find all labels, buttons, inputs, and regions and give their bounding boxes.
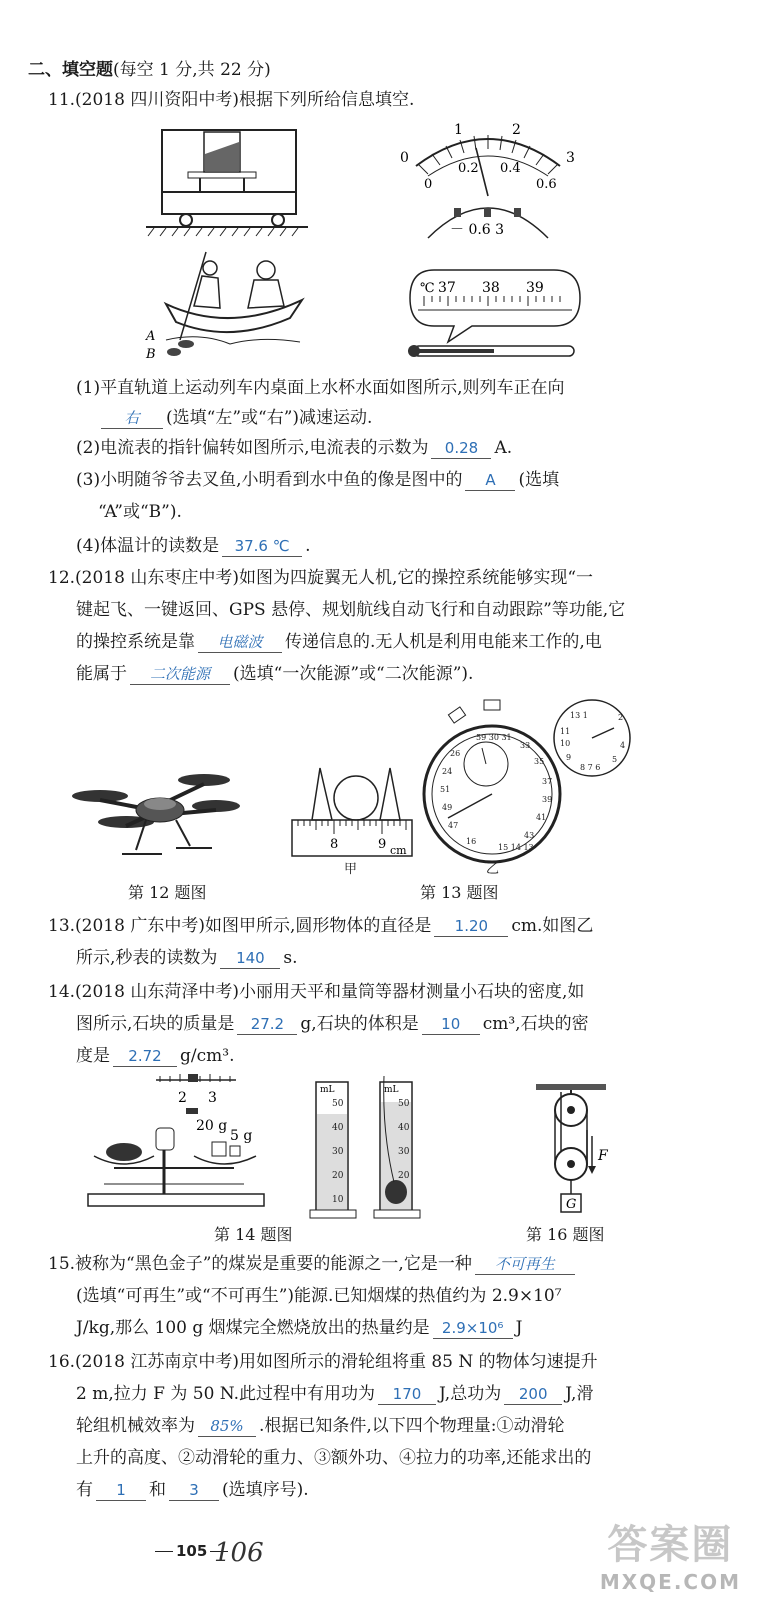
cyl1-30: 30: [332, 1147, 344, 1157]
q11-lead: 11.(2018 四川资阳中考)根据下列所给信息填空.: [48, 90, 415, 110]
cyl2-40: 40: [398, 1123, 410, 1133]
q15-l1a: 15.被称为“黑色金子”的煤炭是重要的能源之一,它是一种: [48, 1254, 472, 1274]
q12-l2: 键起飞、一键返回、GPS 悬停、规划航线自动飞行和自动跟踪”等功能,它: [76, 600, 626, 620]
q15-l1: [48, 1252, 578, 1276]
q16-l3: [76, 1414, 565, 1438]
q16-l5b: 和: [149, 1480, 166, 1500]
ammeter-bottom-1: 0.2: [458, 161, 479, 176]
cyl2-50: 50: [398, 1099, 410, 1109]
cyl2-30: 30: [398, 1147, 410, 1157]
q16-l3b: .根据已知条件,以下四个物理量:①动滑轮: [259, 1416, 565, 1436]
q13-l2: [76, 946, 298, 970]
q16-l4: 上升的高度、②动滑轮的重力、③额外功、④拉力的功率,还能求出的: [76, 1448, 592, 1468]
q11-p1a: (1)平直轨道上运动列车内桌面上水杯水面如图所示,则列车正在向: [76, 378, 565, 398]
svg-text:47: 47: [448, 821, 459, 830]
thermo-mark-38: 38: [482, 280, 500, 296]
q12-l1: 12.(2018 山东枣庄中考)如图为四旋翼无人机,它的操控系统能够实现“一: [48, 568, 594, 588]
q15-answer-1: 不可再生: [475, 1254, 575, 1275]
q15-l3a: J/kg,那么 100 g 烟煤完全燃烧放出的热量约是: [76, 1318, 430, 1338]
cyl1-20: 20: [332, 1171, 344, 1181]
q13-l1b: cm.如图乙: [511, 916, 594, 936]
thermo-mark-39: 39: [526, 280, 544, 296]
q11-p2a: (2)电流表的指针偏转如图所示,电流表的示数为: [76, 438, 429, 458]
q14-answer-1: 27.2: [237, 1014, 297, 1035]
svg-text:37: 37: [542, 777, 553, 786]
train-cup-figure: [140, 124, 320, 242]
q11-p3-line: [76, 468, 559, 492]
fishing-figure: [140, 248, 310, 366]
section-note: (每空 1 分,共 22 分): [113, 60, 271, 80]
q11-p3c: “A”或“B”).: [98, 502, 182, 522]
ammeter-terminals: － 0.6 3: [450, 222, 505, 238]
scale-3: 3: [208, 1090, 217, 1106]
svg-text:26: 26: [450, 749, 461, 758]
q11-p3a: (3)小明随爷爷去叉鱼,小明看到水中鱼的像是图中的: [76, 470, 463, 490]
svg-text:24: 24: [442, 767, 453, 776]
ruler-9: 9: [378, 837, 387, 852]
svg-text:59 30 31: 59 30 31: [476, 733, 512, 742]
svg-text:11: 11: [560, 727, 571, 736]
fig16-caption: 第 16 题图: [526, 1225, 605, 1244]
q16-l2a: 2 m,拉力 F 为 50 N.此过程中有用功为: [76, 1384, 375, 1404]
svg-text:13 1: 13 1: [570, 711, 588, 720]
svg-text:35: 35: [534, 757, 545, 766]
q16-l1: 16.(2018 江苏南京中考)用如图所示的滑轮组将重 85 N 的物体匀速提升: [48, 1352, 598, 1372]
q15-l2: (选填“可再生”或“不可再生”)能源.已知烟煤的热值约为 2.9×10⁷: [76, 1286, 562, 1306]
q12-l4: [76, 662, 473, 686]
ruler-unit: cm: [390, 844, 407, 857]
thermometer-figure: [404, 262, 584, 370]
q13-answer-1: 1.20: [434, 916, 508, 937]
q14-l3b: g/cm³.: [180, 1046, 235, 1066]
q14-l2a: 图所示,石块的质量是: [76, 1014, 235, 1034]
diameter-figure: [290, 764, 416, 864]
q13-l1: [48, 914, 593, 938]
q15-l3: [76, 1316, 523, 1340]
q13-answer-2: 140: [220, 948, 280, 969]
cyl1-40: 40: [332, 1123, 344, 1133]
q16-answer-3: 85%: [198, 1416, 256, 1437]
section-title: [28, 58, 271, 82]
force-F-label: F: [598, 1148, 608, 1164]
q11-p4b: .: [305, 536, 311, 556]
ammeter-top-0: 0: [400, 150, 409, 166]
q14-l3a: 度是: [76, 1046, 110, 1066]
ammeter-top-1: 1: [454, 122, 463, 138]
scale-2: 2: [178, 1090, 187, 1106]
svg-text:2: 2: [618, 713, 624, 722]
q15-l3b: J: [515, 1318, 523, 1338]
svg-text:51: 51: [440, 785, 451, 794]
q12-l4b: (选填“一次能源”或“二次能源”).: [233, 664, 474, 684]
q14-l2c: cm³,石块的密: [482, 1014, 589, 1034]
stopwatch-figure: [420, 698, 634, 878]
svg-text:4: 4: [620, 741, 626, 750]
weight-20g: 20 g: [196, 1118, 228, 1134]
svg-text:16: 16: [466, 837, 477, 846]
q16-l2: [76, 1382, 593, 1406]
q13-l1a: 13.(2018 广东中考)如图甲所示,圆形物体的直径是: [48, 916, 432, 936]
q11-p2-answer: 0.28: [431, 438, 491, 459]
q16-answer-1: 170: [378, 1384, 436, 1405]
svg-text:5: 5: [612, 755, 618, 764]
handwritten-page-number: 106: [214, 1538, 264, 1568]
q16-answer-2: 200: [504, 1384, 562, 1405]
q12-l4a: 能属于: [76, 664, 127, 684]
watermark: [600, 1513, 741, 1594]
q16-l5a: 有: [76, 1480, 93, 1500]
weight-5g: 5 g: [230, 1128, 253, 1144]
ammeter-top-3: 3: [566, 150, 575, 166]
svg-text:9: 9: [566, 753, 572, 762]
section-title-text: 二、填空题: [28, 60, 113, 80]
q14-answer-2: 10: [422, 1014, 480, 1035]
q16-l3a: 轮组机械效率为: [76, 1416, 195, 1436]
cylinders-figure: [306, 1072, 436, 1222]
q16-answer-4: 1: [96, 1480, 146, 1501]
balance-figure: [84, 1072, 274, 1212]
fig14-caption: 第 14 题图: [214, 1225, 293, 1244]
q11-p4-answer: 37.6 ℃: [222, 536, 302, 557]
weight-G-label: G: [566, 1197, 577, 1212]
fish-label-a: A: [146, 329, 156, 344]
q11-p1-answer: 右: [101, 408, 163, 429]
q16-answer-5: 3: [169, 1480, 219, 1501]
ammeter-top-2: 2: [512, 122, 521, 138]
page-number: 105: [152, 1542, 231, 1560]
svg-text:41: 41: [536, 813, 547, 822]
fig12-caption: 第 12 题图: [128, 883, 207, 902]
cyl2-20: 20: [398, 1171, 410, 1181]
svg-text:8 7 6: 8 7 6: [580, 763, 601, 772]
cyl1-unit: mL: [320, 1085, 335, 1095]
q11-p3b: (选填: [518, 470, 560, 490]
watermark-text: 答案圈: [607, 1522, 734, 1568]
drone-figure: [66, 750, 246, 870]
thermo-unit: ℃: [420, 281, 435, 296]
svg-text:33: 33: [520, 741, 531, 750]
ammeter-bottom-2: 0.4: [500, 161, 521, 176]
q15-answer-2: 2.9×10⁶: [433, 1318, 513, 1339]
svg-text:10: 10: [560, 739, 571, 748]
q11-p2-line: [76, 436, 512, 460]
q16-l5c: (选填序号).: [222, 1480, 309, 1500]
q12-l3b: 传递信息的.无人机是利用电能来工作的,电: [285, 632, 602, 652]
yi-label: 乙: [486, 862, 500, 877]
svg-text:49: 49: [442, 803, 453, 812]
q14-l2: [76, 1012, 589, 1036]
q14-l2b: g,石块的体积是: [300, 1014, 419, 1034]
q14-answer-3: 2.72: [113, 1046, 177, 1067]
watermark-url: MXQE.COM: [599, 1570, 741, 1594]
q11-p2b: A.: [494, 438, 513, 458]
cyl1-10: 10: [332, 1195, 344, 1205]
q12-l3a: 的操控系统是靠: [76, 632, 195, 652]
q16-l5: [76, 1478, 309, 1502]
q12-answer-1: 电磁波: [198, 632, 282, 653]
q13-l2b: s.: [283, 948, 298, 968]
ammeter-figure: [388, 118, 588, 244]
q16-l2b: J,总功为: [438, 1384, 502, 1404]
jia-label: 甲: [344, 862, 358, 877]
thermo-mark-37: 37: [438, 280, 456, 296]
q14-l1: 14.(2018 山东菏泽中考)小丽用天平和量筒等器材测量小石块的密度,如: [48, 982, 585, 1002]
cyl1-50: 50: [332, 1099, 344, 1109]
q16-l2c: J,滑: [565, 1384, 594, 1404]
ammeter-bottom-3: 0.6: [536, 177, 557, 192]
q11-p4a: (4)体温计的读数是: [76, 536, 220, 556]
fish-label-b: B: [146, 347, 156, 362]
q11-p4-line: [76, 534, 311, 558]
svg-text:15 14 13: 15 14 13: [498, 843, 534, 852]
q11-p1b: (选填“左”或“右”)减速运动.: [166, 408, 373, 428]
q12-l3: [76, 630, 602, 654]
svg-text:39: 39: [542, 795, 553, 804]
q11-p1-line: [98, 406, 372, 430]
q12-answer-2: 二次能源: [130, 664, 230, 685]
q13-l2a: 所示,秒表的读数为: [76, 948, 218, 968]
cyl2-unit: mL: [384, 1085, 399, 1095]
ammeter-bottom-0: 0: [424, 177, 433, 192]
svg-text:43: 43: [524, 831, 535, 840]
pulley-figure: [526, 1080, 616, 1220]
q11-p3-answer: A: [465, 470, 515, 491]
ruler-8: 8: [330, 837, 339, 852]
fig13-caption: 第 13 题图: [420, 883, 499, 902]
q14-l3: [76, 1044, 234, 1068]
